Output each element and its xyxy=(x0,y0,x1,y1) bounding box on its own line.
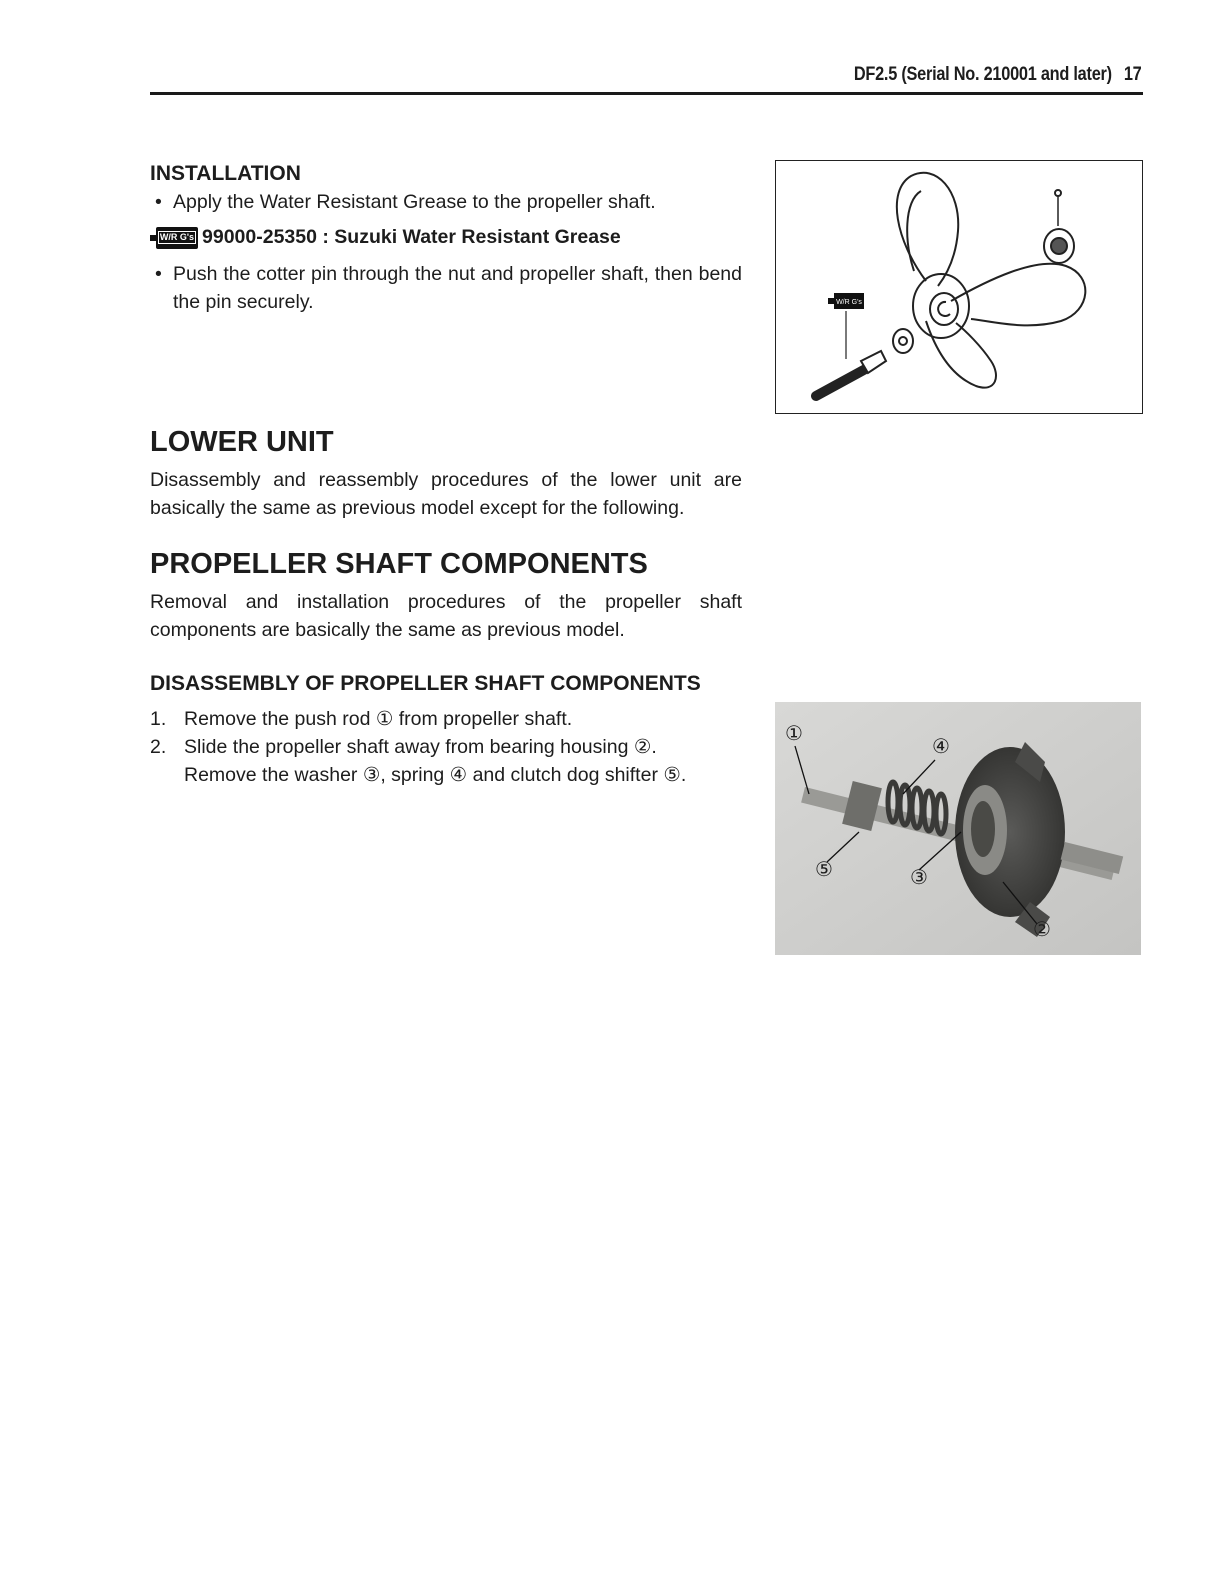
disassembly-steps xyxy=(150,705,686,789)
installation-bullet-2 xyxy=(155,260,742,316)
step-number: 2. xyxy=(150,736,167,758)
callout-5: ⑤ xyxy=(815,858,833,881)
callout-1: ① xyxy=(785,722,803,745)
callout-4: ④ xyxy=(932,735,950,758)
bullet-text: Apply the Water Resistant Grease to the propeller shaft. xyxy=(173,191,656,213)
propeller-drawing xyxy=(776,161,1142,413)
grease-spec-text: 99000-25350 : Suzuki Water Resistant Grease xyxy=(202,226,621,248)
propeller-shaft-text: Removal and installation procedures of the propeller shaft components are basically the same as previous model. xyxy=(150,591,742,641)
bullet-dot: • xyxy=(155,263,162,285)
callout-2: ② xyxy=(1033,918,1051,941)
disassembly-heading: DISASSEMBLY OF PROPELLER SHAFT COMPONENTS xyxy=(150,672,701,695)
step-number: 1. xyxy=(150,708,167,730)
step-1 xyxy=(150,705,686,733)
step-text: Remove the push rod ① from propeller shaft. xyxy=(184,708,573,730)
callout-3: ③ xyxy=(910,866,928,889)
header-title: DF2.5 (Serial No. 210001 and later) xyxy=(854,64,1113,85)
installation-bullet-1 xyxy=(155,188,742,216)
page-header xyxy=(854,64,1142,86)
figure-icon-label: W/R G's xyxy=(836,299,862,306)
grease-spec-line xyxy=(150,226,621,249)
bullet-dot: • xyxy=(155,191,162,213)
shaft-photo-drawing xyxy=(775,702,1141,955)
bullet-text: Push the cotter pin through the nut and propeller shaft, then bend the pin securely. xyxy=(173,263,742,313)
propeller-shaft-heading: PROPELLER SHAFT COMPONENTS xyxy=(150,548,648,580)
lower-unit-heading: LOWER UNIT xyxy=(150,426,334,458)
lower-unit-text: Disassembly and reassembly procedures of the lower unit are basically the same as previous model except for the following. xyxy=(150,469,742,519)
grease-tube-icon: W/R G's xyxy=(150,227,198,249)
propeller-shaft-photo xyxy=(775,702,1141,955)
installation-heading: INSTALLATION xyxy=(150,162,301,185)
header-rule xyxy=(150,92,1143,95)
propeller-installation-figure xyxy=(775,160,1143,414)
step-2 xyxy=(150,733,686,761)
step-text: Slide the propeller shaft away from bearing housing ②. xyxy=(184,736,657,758)
step-2-continuation: Remove the washer ③, spring ④ and clutch dog shifter ⑤. xyxy=(184,764,687,786)
page-number: 17 xyxy=(1124,64,1142,85)
